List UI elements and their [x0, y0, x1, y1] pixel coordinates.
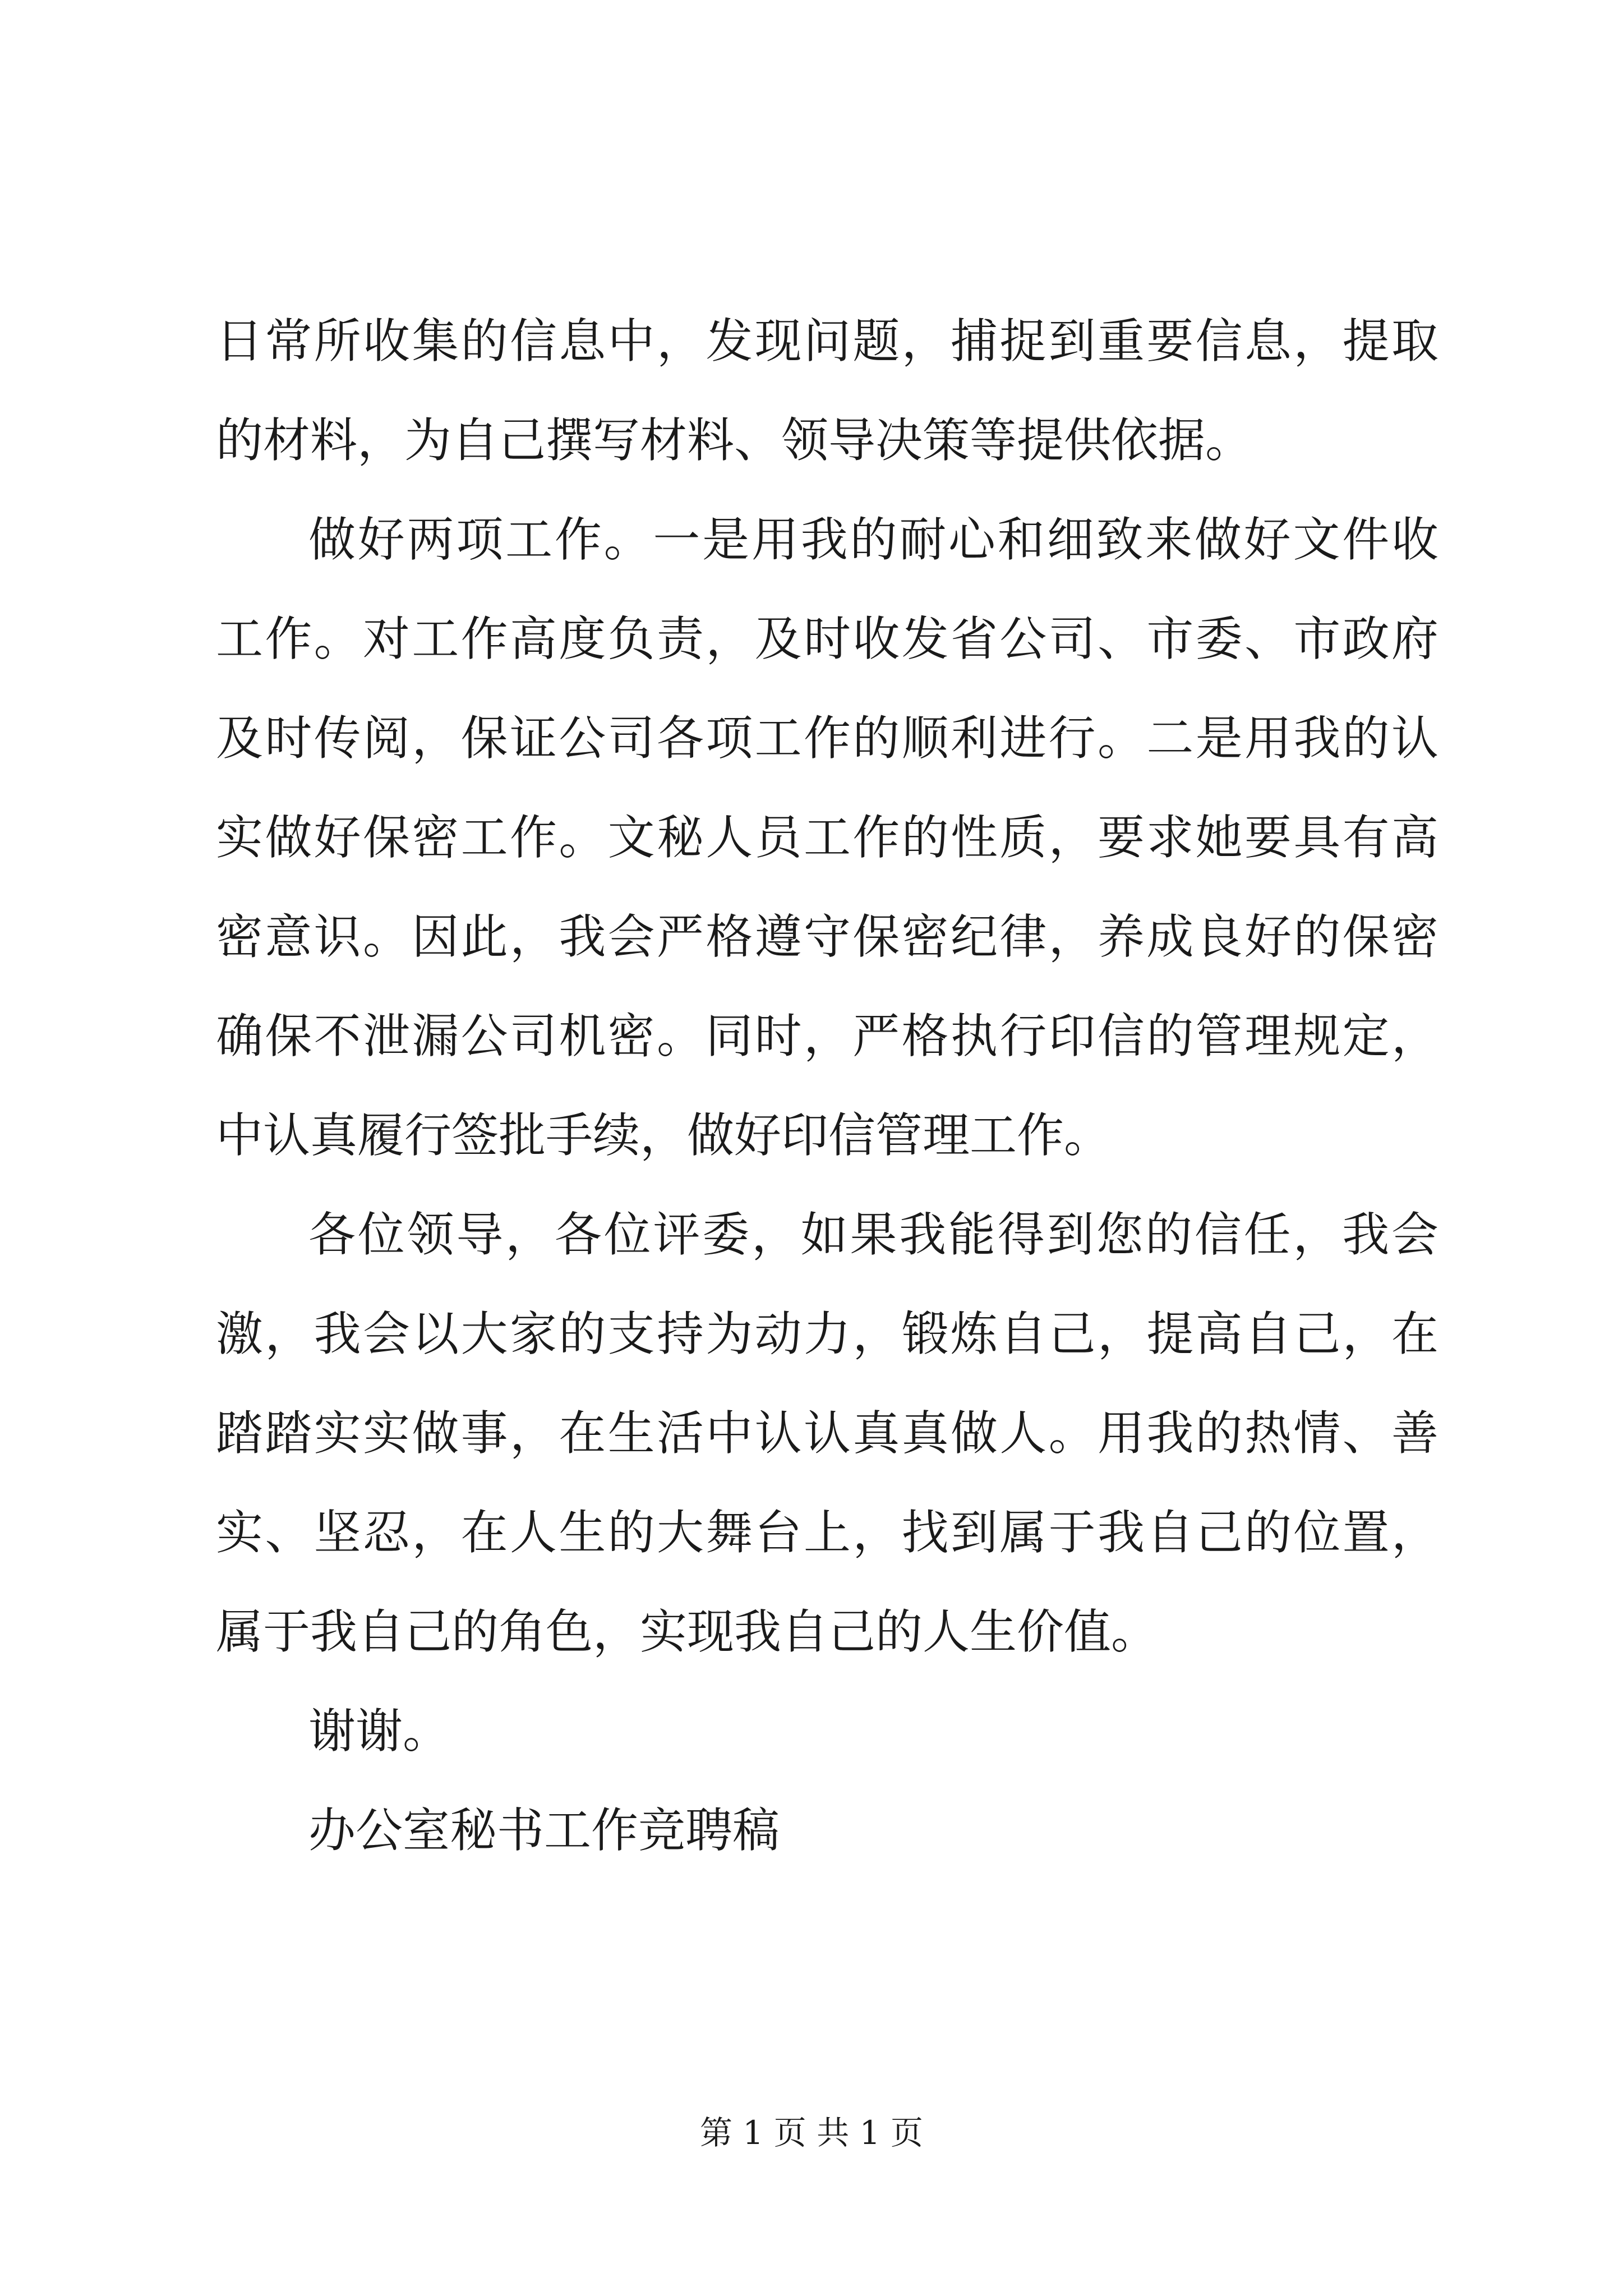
text-line: 实做好保密工作。文秘人员工作的性质，要求她要具有高: [216, 810, 1438, 865]
text-line: 密意识。因此，我会严格遵守保密纪律，养成良好的保密: [216, 909, 1438, 964]
text-line: 的材料，为自己撰写材料、领导决策等提供依据。: [216, 413, 1253, 468]
text-line: 踏踏实实做事，在生活中认认真真做人。用我的热情、善: [216, 1406, 1438, 1461]
paragraph-first-line: 各位领导，各位评委，如果我能得到您的信任，我会: [308, 1207, 1438, 1262]
page-footer: 第 1 页 共 1 页: [700, 2114, 923, 2152]
text-line: 属于我自己的角色，实现我自己的人生价值。: [216, 1604, 1159, 1659]
document-title-line: 办公室秘书工作竞聘稿: [308, 1803, 780, 1858]
text-line: 确保不泄漏公司机密。同时，严格执行印信的管理规定，: [216, 1009, 1438, 1064]
paragraph-first-line: 做好两项工作。一是用我的耐心和细致来做好文件收: [308, 512, 1438, 567]
document-body: [216, 292, 1438, 1880]
text-line: 日常所收集的信息中，发现问题，捕捉到重要信息，提取: [216, 314, 1438, 369]
text-line: 激，我会以大家的支持为动力，锻炼自己，提高自己，在: [216, 1306, 1438, 1361]
closing-thanks: 谢谢。: [308, 1704, 450, 1759]
text-line: 及时传阅，保证公司各项工作的顺利进行。二是用我的认: [216, 711, 1438, 766]
text-line: 工作。对工作高度负责，及时收发省公司、市委、市政府: [216, 611, 1438, 666]
text-line: 中认真履行签批手续，做好印信管理工作。: [216, 1108, 1112, 1163]
text-line: 实、坚忍，在人生的大舞台上，找到属于我自己的位置，: [216, 1505, 1438, 1560]
